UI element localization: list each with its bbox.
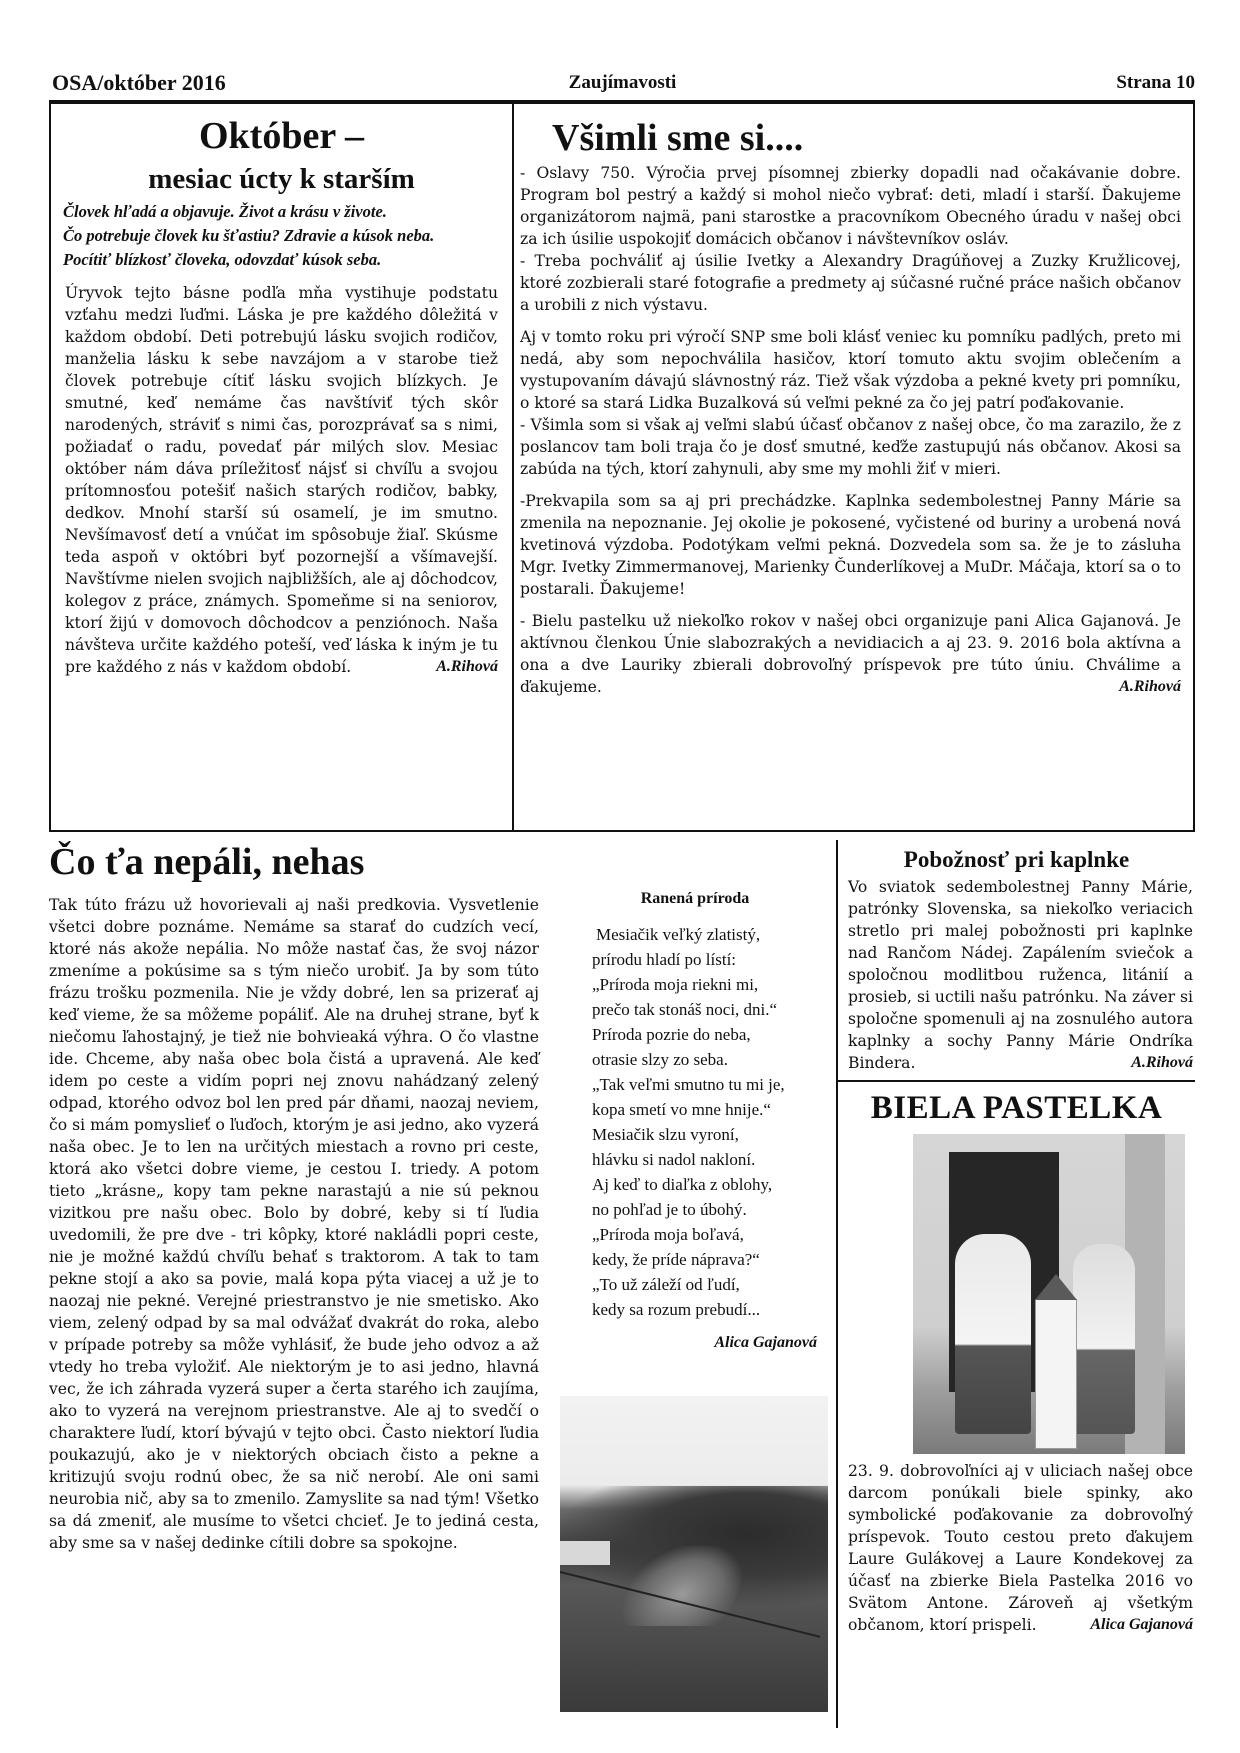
poem-line: „Príroda moja riekni mi, bbox=[592, 975, 759, 994]
author-signature: A.Rihová bbox=[436, 658, 498, 675]
article-vsimli-sme-si bbox=[512, 102, 1195, 832]
poem-line: prečo tak stonáš noci, dni.“ bbox=[592, 1000, 778, 1019]
poem-line: kedy sa rozum prebudí... bbox=[592, 1300, 761, 1319]
article-co-ta-nepali bbox=[49, 840, 539, 1554]
article-body: Tak túto frázu už hovorievali aj naši predkovia. Vysvetlenie všetci dobre poznáme. Nemáme sa starať do cudzích vecí, ktoré nás akože nepália. No môže nastať čas, že svoj názor zmeníme a pokúsime sa s tým niečo urobiť. Ja by som túto frázu trošku pozmenila. Nie je vždy dobré, len sa prizerať aj keď vieme, že sa môžeme popáliť. Ale na druhej strane, byť k niečomu ľahostajný, je tiež nie bohvieaká výhra. O čo vlastne ide. Chceme, aby naša obec bola čistá a upravená. Ale keď idem po ceste a vidím popri nej znovu nahádzaný zelený odpad, ktorého odvoz bol len pred pár dňami, naozaj neviem, čo si mám pomyslieť o ľuďoch, ktorým je asi jedno, ako vyzerá naša obec. Je to len na určitých miestach a rovno pri ceste, ktorá ako všetci dobre vieme, je cestou I. triedy. A potom tieto „krásne„ kopy tam pekne narastajú a nie sú peknou vizitkou pre našu obec. Bolo by dobré, keby si tí ľudia uvedomili, že pre dve - tri kôpky, ktoré nakládli popri ceste, nie je možné každú chvíľu behať s traktorom. A tak to tam pekne stojí a ako sa povie, malá kopa pýta viacej a už je to naozaj nie pekné. Verejné priestranstvo je nie smetisko. Ako viem, zelený odpad by sa mal odvážať dvakrát do roka, alebo v prípade potreby sa môže vyhlásiť, že bude jeho odvoz a až vtedy ho treba vyložiť. Ale niektorým je to asi jedno, hlavná vec, že ich záhrada vyzerá super a čerta starého ich zaujíma, ako to vyzerá na verejnom priestranstve. Ale aj to svedčí o charaktere ľudí, ktorí bývajú v tejto obci. Často niektorí ľudia poukazujú, ako je v niektorých obciach čisto a pekne a kritizujú svoju rodnú obec, že sa nič nerobí. Ale oni sami neurobia nič, aby sa to zmenilo. Zamyslite sa nad tým! Všetko sa dá zmeniť, ale musíme to všetci chcieť. Je to jediná cesta, aby sme sa v našej dedinke cítili dobre sa spokojne. bbox=[49, 896, 539, 1552]
photo-green-waste-pile bbox=[560, 1396, 828, 1712]
paragraph bbox=[520, 610, 1181, 698]
poem-line: prírodu hladí po lístí: bbox=[592, 950, 737, 969]
photo-house bbox=[560, 1541, 610, 1565]
section-title: Zaujímavosti bbox=[568, 72, 677, 93]
page-number: Strana 10 bbox=[1116, 72, 1195, 93]
paragraph: - Treba pochváliť aj úsilie Ivetky a Alexandry Dragúňovej a Zuzky Kružlicovej, ktoré zozbierali staré fotografie a predmety aj súčasné ručné práce našich občanov a urobili z nich výstavu. bbox=[520, 252, 1181, 314]
page-header bbox=[50, 70, 1195, 98]
article-body-poboznost bbox=[838, 876, 1195, 1074]
poem-motto bbox=[51, 200, 512, 272]
author-signature: A.Rihová bbox=[1131, 1054, 1193, 1071]
poem-line: no pohľad je to úbohý. bbox=[592, 1200, 747, 1219]
article-body-biela-pastelka bbox=[838, 1460, 1195, 1636]
poem-line: Príroda pozrie do neba, bbox=[592, 1025, 751, 1044]
paragraph: - Oslavy 750. Výročia prvej písomnej zbierky dopadli nad očakávanie dobre. Program bol pestrý a každý si mohol niečo vybrať: deti, mladí i starší. Ďakujeme organizátorom najmä, pani starostke a pracovníkom Obecného úradu v našej obci za ich úsilie uspokojiť domácich občanov i návštevníkov osláv. bbox=[520, 164, 1181, 248]
poem-line: „Tak veľmi smutno tu mi je, bbox=[592, 1075, 785, 1094]
article-title: Všimli sme si.... bbox=[552, 117, 804, 159]
poem-line: kopa smetí vo mne hnije.“ bbox=[592, 1100, 771, 1119]
paragraph: Aj v tomto roku pri výročí SNP sme boli klásť veniec ku pomníku padlých, preto mi nedá, aby som nepochválila hasičov, ktorí tomuto aktu svojim oblečením a vystupovaním dávajú slávnostný ráz. Tiež však výzdoba a pekné kvety pri pomníku, o ktoré sa stará Lidka Buzalková sú veľmi pekné za čo jej patrí poďakovanie. bbox=[520, 328, 1181, 412]
poem-line: hlávku si nadol nakloní. bbox=[592, 1150, 756, 1169]
poem-line: otrasie slzy zo seba. bbox=[592, 1050, 728, 1069]
article-body bbox=[51, 282, 512, 678]
article-text: Úryvok tejto básne podľa mňa vystihuje podstatu vzťahu medzi ľuďmi. Láska je pre každého dôležitá v každom období. Deti potrebujú lásku svojich rodičov, manželia lásku k sebe navzájom a v starobe tiež človek potrebuje cítiť lásku svojich blízkych. Je smutné, keď nemáme čas navštíviť tých skôr narodených, stráviť s nimi čas, porozprávať sa s nimi, požiadať o radu, povedať pár milých slov. Mesiac október nám dáva príležitosť nájsť si chvíľu a svojou prítomnosťou potešiť našich starých rodičov, babky, dedkov. Mnohí starší sú osamelí, je im smutno. Nevšímavosť detí a vnúčat im spôsobuje žiaľ. Skúsme teda aspoň v októbri byť pozornejší a všímavejší. Navštívme nielen svojich najbližších, ale aj dôchodcov, kolegov z práce, známych. Spomeňme si na seniorov, ktorí žijú v domovoch dôchodcov a penziónoch. Naša návšteva určite každého poteší, veď láska k iným je tu pre každého z nás v každom období. bbox=[65, 284, 498, 676]
article-title: Čo ťa nepáli, nehas bbox=[49, 841, 365, 883]
article-oktober bbox=[49, 102, 512, 832]
article-title-biela-pastelka: BIELA PASTELKA bbox=[870, 1090, 1163, 1126]
paragraph: -Prekvapila som sa aj pri prechádzke. Kaplnka sedembolestnej Panny Márie sa zmenila na nepoznanie. Jej okolie je pokosené, vyčistené od buriny a urobená nová kvetinová výzdoba. Podotýkam veľmi pekná. Dozvedela som sa. že je to zásluha Mgr. Ivetky Zimmermanovej, Marienky Čunderlíkovej a MuDr. Máčaja, ktorí sa o to postarali. Ďakujeme! bbox=[520, 492, 1181, 598]
photo-collection-box bbox=[1035, 1299, 1077, 1449]
right-column bbox=[836, 840, 1195, 1728]
article-text: Vo sviatok sedembolestnej Panny Márie, patrónky Slovenska, sa niekoľko veriacich stretlo pri malej pobožnosti pri kaplnke nad Rančom Nádej. Zapálením sviečok a spoločnou modlitbou ruženca, litánií a prosieb, si uctili našu patrónku. Na záver si spoločne spomenuli aj na zosnulého autora kaplnky a sochy Panny Márie Ondríka Bindera. bbox=[848, 878, 1193, 1072]
paragraph: - Všimla som si však aj veľmi slabú účasť občanov z našej obce, čo ma zarazilo, že z poslancov tam boli traja čo je dosť smutné, keďže zastupujú nás občanov. Akosi sa zabúda na tých, ktorí zahynuli, aby sme my mohli žiť v mieri. bbox=[520, 416, 1181, 478]
article-subtitle: mesiac úcty k starším bbox=[148, 163, 415, 195]
author-signature: A.Rihová bbox=[1119, 678, 1181, 695]
motto-line: Čo potrebuje človek ku šťastiu? Zdravie a kúsok neba. bbox=[63, 226, 435, 245]
poem-ranena-priroda bbox=[555, 890, 825, 1352]
poem-lines bbox=[555, 922, 825, 1322]
paragraph-text: - Bielu pastelku už niekoľko rokov v našej obci organizuje pani Alica Gajanová. Je aktívnou členkou Únie slabozrakých a nevidiacich a aj 23. 9. 2016 bola aktívna a ona a dve Lauriky zbierali dobrovoľný príspevok pre túto úniu. Chválime a ďakujeme. bbox=[520, 612, 1181, 696]
article-title: Október – bbox=[198, 115, 365, 157]
author-signature: Alica Gajanová bbox=[1090, 1616, 1193, 1633]
poem-line: kedy, že príde náprava?“ bbox=[592, 1250, 760, 1269]
poem-title: Ranená príroda bbox=[640, 890, 750, 907]
photo-volunteer-1 bbox=[955, 1234, 1031, 1434]
author-signature: Alica Gajanová bbox=[714, 1334, 817, 1351]
issue-label: OSA/október 2016 bbox=[52, 70, 226, 95]
motto-line: Človek hľadá a objavuje. Život a krásu v živote. bbox=[63, 202, 387, 221]
motto-line: Pocítiť blízkosť človeka, odovzdať kúsok seba. bbox=[63, 250, 382, 269]
photo-volunteers bbox=[913, 1134, 1185, 1454]
photo-volunteer-2 bbox=[1073, 1244, 1135, 1434]
article-title-poboznost: Pobožnosť pri kaplnke bbox=[903, 847, 1130, 872]
poem-line: „Príroda moja boľavá, bbox=[592, 1225, 744, 1244]
poem-line: Mesiačik veľký zlatistý, bbox=[596, 925, 761, 944]
poem-line: Mesiačik slzu vyroní, bbox=[592, 1125, 739, 1144]
article-text: 23. 9. dobrovoľníci aj v uliciach našej obce darcom ponúkali biele spinky, ako symbolické poďakovanie za dobrovoľný príspevok. Touto cestou preto ďakujem Laure Gulákovej a Laure Kondekovej za účasť na zbierke Biela Pastelka 2016 vo Svätom Antone. Zároveň aj všetkým občanom, ktorí prispeli. bbox=[848, 1462, 1193, 1634]
section-divider bbox=[838, 1080, 1195, 1082]
article-body bbox=[514, 158, 1193, 698]
poem-line: „To už záleží od ľudí, bbox=[592, 1275, 740, 1294]
poem-line: Aj keď to diaľka z oblohy, bbox=[592, 1175, 773, 1194]
